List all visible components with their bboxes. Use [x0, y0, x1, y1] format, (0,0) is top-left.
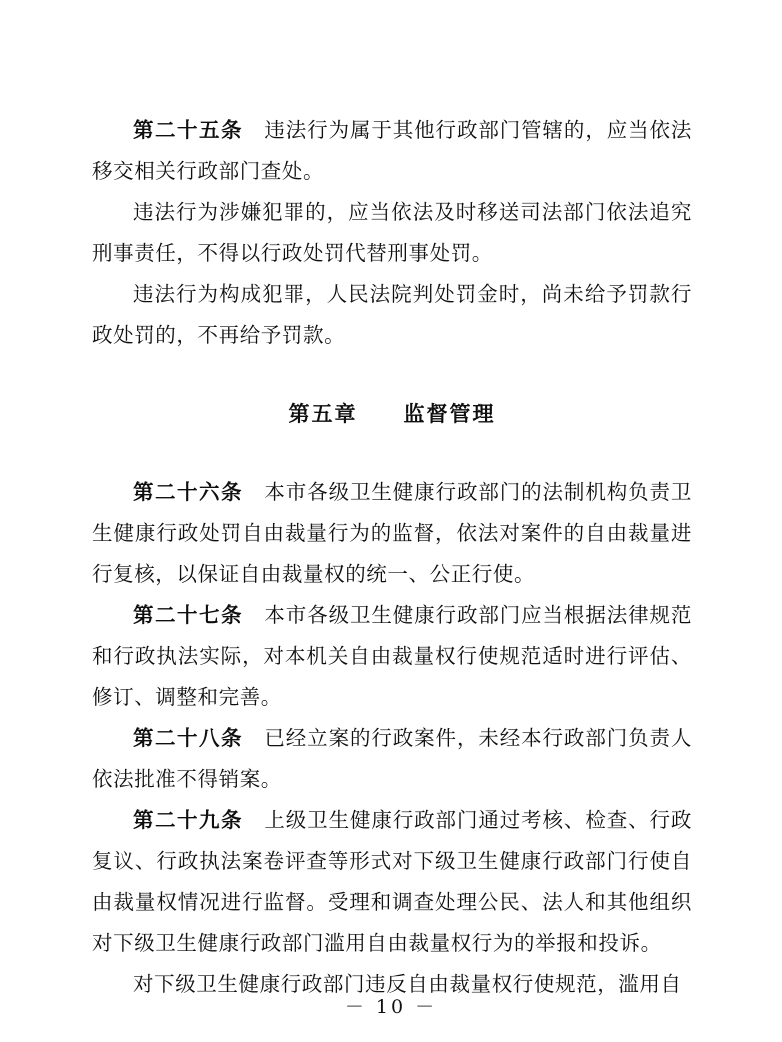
page-number: － 10 －: [344, 996, 438, 1018]
article-number-26: 第二十六条: [133, 480, 243, 504]
article-28-text: 已经立案的行政案件，未经本行政部门负责人依法批准不得销案。: [92, 726, 692, 791]
article-number-27: 第二十七条: [133, 603, 243, 627]
article-29-b-text: 对下级卫生健康行政部门违反自由裁量权行使规范，滥用自: [133, 972, 682, 996]
chapter-heading: 第五章 监督管理: [288, 401, 496, 426]
paragraph-article-29: [92, 800, 692, 964]
article-27-text: 本市各级卫生健康行政部门应当根据法律规范和行政执法实际，对本机关自由裁量权行使规范适时进行评估、修订、调整和完善。: [92, 603, 692, 709]
article-25-b-text: 违法行为涉嫌犯罪的，应当依法及时移送司法部门依法追究刑事责任，不得以行政处罚代替刑事处罚。: [92, 200, 692, 265]
spacer-below-chapter-heading: [92, 428, 692, 472]
article-29-text: 上级卫生健康行政部门通过考核、检查、行政复议、行政执法案卷评查等形式对下级卫生健康行政部门行使自由裁量权情况进行监督。受理和调查处理公民、法人和其他组织对下级卫生健康行政部门滥用自由裁量权行为的举报和投诉。: [92, 808, 692, 955]
article-25-c-text: 违法行为构成犯罪，人民法院判处罚金时，尚未给予罚款行政处罚的，不再给予罚款。: [92, 282, 692, 347]
article-number-25: 第二十五条: [133, 118, 243, 142]
paragraph-article-25: [92, 110, 692, 192]
paragraph-article-25-c: [92, 274, 692, 356]
article-26-text: 本市各级卫生健康行政部门的法制机构负责卫生健康行政处罚自由裁量行为的监督，依法对案件的自由裁量进行复核，以保证自由裁量权的统一、公正行使。: [92, 480, 692, 586]
spacer-above-chapter-heading: [92, 356, 692, 398]
article-number-29: 第二十九条: [133, 808, 243, 832]
page-content: [92, 110, 692, 1005]
paragraph-article-27: [92, 595, 692, 718]
article-number-28: 第二十八条: [133, 726, 243, 750]
paragraph-article-26: [92, 472, 692, 595]
paragraph-article-25-b: [92, 192, 692, 274]
paragraph-article-28: [92, 718, 692, 800]
article-25-text: 违法行为属于其他行政部门管辖的，应当依法移交相关行政部门查处。: [92, 118, 692, 183]
